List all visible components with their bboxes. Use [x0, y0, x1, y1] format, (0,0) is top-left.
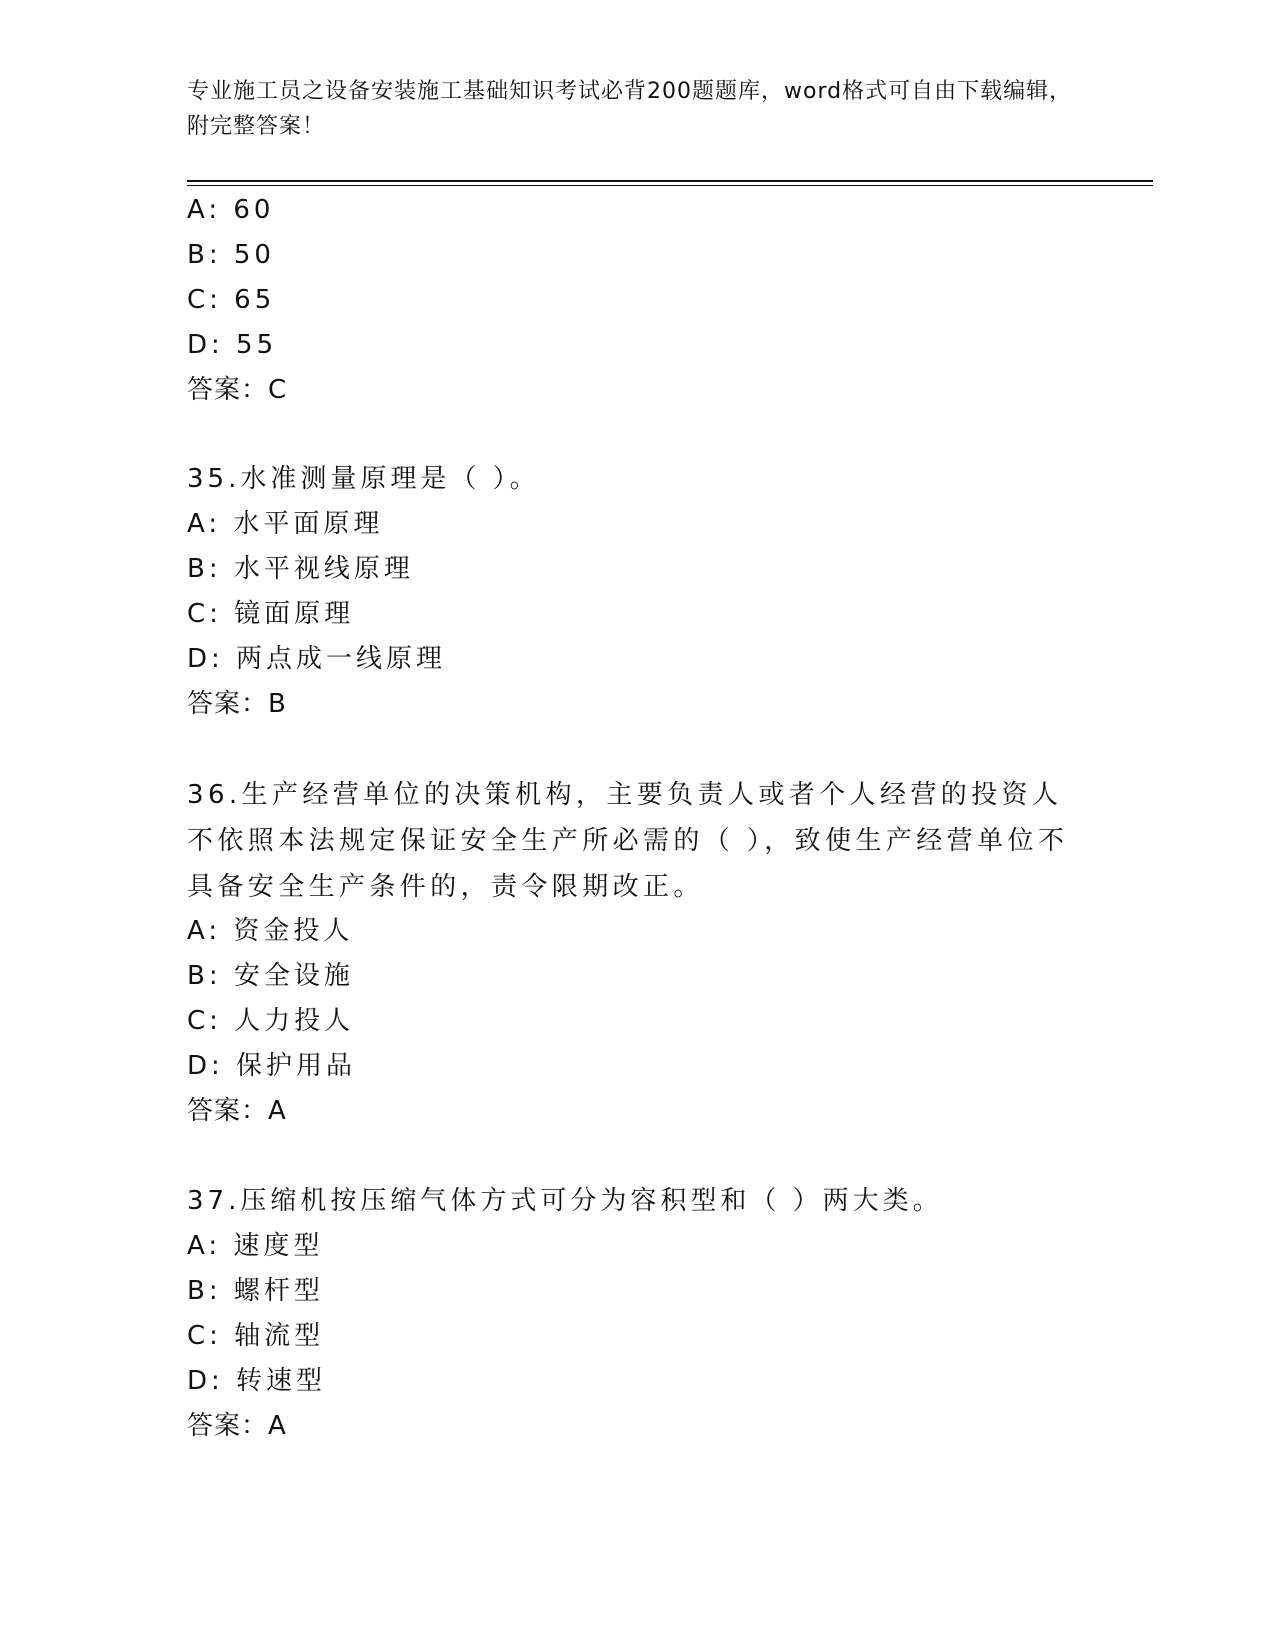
q35-option-d: D: 两点成一线原理 — [187, 644, 447, 674]
q34-answer: 答案：C — [187, 375, 288, 405]
q36-option-b: B: 安全设施 — [187, 961, 354, 991]
q35-answer: 答案：B — [187, 689, 287, 719]
q37-stem: 37.压缩机按压缩气体方式可分为容积型和（ ）两大类。 — [187, 1186, 943, 1216]
document-header: 专业施工员之设备安装施工基础知识考试必背200题题库，word格式可自由下载编辑，附完整答案！ — [187, 79, 1073, 139]
header-divider-thin — [187, 185, 1153, 186]
q36-option-c: C: 人力投人 — [187, 1006, 355, 1036]
q35-option-c: C: 镜面原理 — [187, 599, 355, 629]
q35-option-a: A: 水平面原理 — [187, 509, 384, 539]
q35-stem: 35.水准测量原理是（ ）。 — [187, 464, 540, 494]
q37-option-b: B: 螺杆型 — [187, 1276, 324, 1306]
q34-option-b: B: 50 — [187, 240, 275, 270]
q36-option-a: A: 资金投人 — [187, 916, 354, 946]
q36-answer: 答案：A — [187, 1096, 287, 1126]
q35-option-b: B: 水平视线原理 — [187, 554, 414, 584]
q37-option-a: A: 速度型 — [187, 1231, 324, 1261]
q36-stem: 36.生产经营单位的决策机构，主要负责人或者个人经营的投资人不依照本法规定保证安全生产所必需的（ ），致使生产经营单位不具备安全生产条件的，责令限期改正。 — [187, 780, 1069, 902]
q37-option-d: D: 转速型 — [187, 1366, 327, 1396]
header-divider-thick — [187, 180, 1153, 182]
q37-answer: 答案：A — [187, 1411, 287, 1441]
q34-option-c: C: 65 — [187, 285, 276, 315]
q34-option-d: D: 55 — [187, 330, 278, 360]
q37-option-c: C: 轴流型 — [187, 1321, 325, 1351]
q36-option-d: D: 保护用品 — [187, 1051, 357, 1081]
q34-option-a: A: 60 — [187, 195, 275, 225]
